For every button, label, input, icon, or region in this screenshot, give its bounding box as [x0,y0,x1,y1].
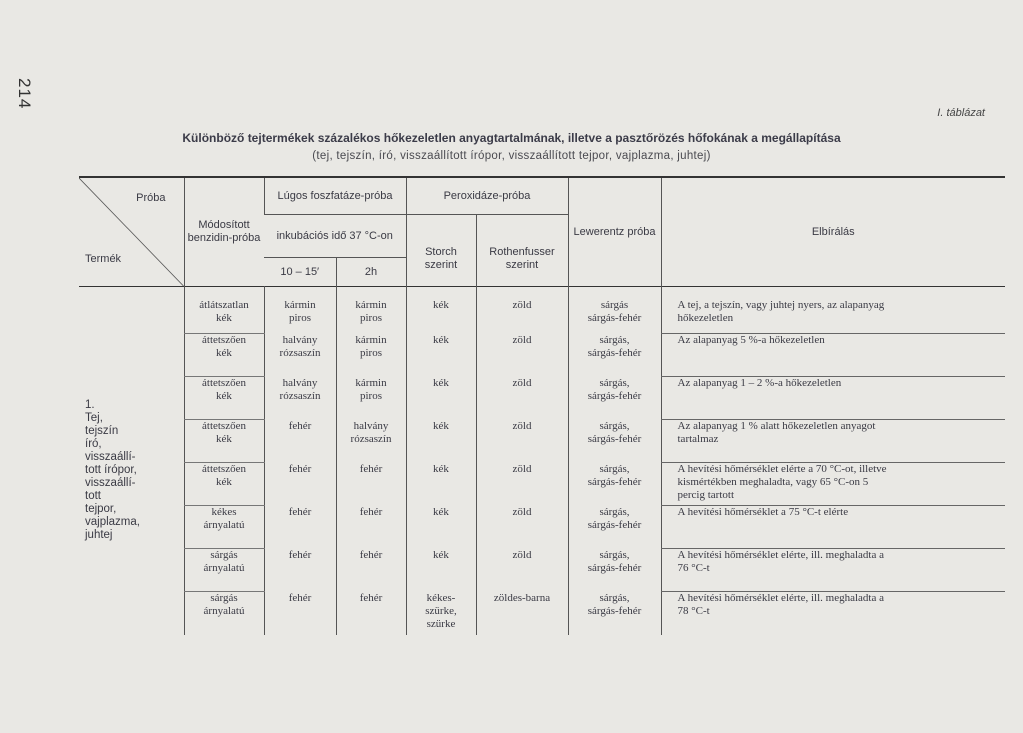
cell-lugos-2h: kármin piros [336,377,406,420]
header-time-1: 10 – 15′ [280,265,320,278]
cell-storch: kékes- szürke, szürke [406,592,476,635]
cell-rothenfusser: zöldes-barna [476,592,568,635]
cell-rothenfusser: zöld [476,287,568,334]
cell-benzidin: áttetszően kék [184,420,264,463]
table-title: Különböző tejtermékek százalékos hőkezeletlen anyagtartalmának, illetve a pasztőrözés hőfokának a megállapítása [182,131,841,145]
table-row [79,463,1005,506]
cell-lugos-2h: fehér [336,506,406,549]
table-label: I. táblázat [937,107,985,119]
cell-benzidin: sárgás árnyalatú [184,549,264,592]
results-table [79,176,1005,635]
cell-storch: kék [406,377,476,420]
cell-lugos-2h: kármin piros [336,334,406,377]
header-proba: Próba [136,192,166,204]
cell-lugos-2h: fehér [336,592,406,635]
header-proba-termek [79,177,184,287]
cell-lugos-2h: halvány rózsaszín [336,420,406,463]
cell-storch: kék [406,506,476,549]
header-time-2: 2h [336,258,406,287]
cell-storch: kék [406,420,476,463]
cell-lugos-10-15: halvány rózsaszín [264,377,336,420]
cell-benzidin: átlátszatlan kék [184,287,264,334]
table-row [79,334,1005,377]
cell-elbiralas: Az alapanyag 1 % alatt hőkezeletlen anyagot tartalmaz [661,420,1005,463]
cell-lugos-10-15: halvány rózsaszín [264,334,336,377]
table-subtitle: (tej, tejszín, író, visszaállított írópor, visszaállított tejpor, vajplazma, juhtej) [312,150,711,162]
table-row [79,592,1005,635]
cell-elbiralas: Az alapanyag 5 %-a hőkezeletlen [661,334,1005,377]
header-benzidin: Módosított benzidin-próba [184,177,264,287]
table-row [79,377,1005,420]
page-number: 214 [15,78,34,110]
cell-rothenfusser: zöld [476,506,568,549]
header-diagonal-line [79,178,184,286]
cell-lewerentz: sárgás, sárgás-fehér [568,420,661,463]
cell-benzidin: áttetszően kék [184,334,264,377]
header-termek: Termék [85,253,122,265]
cell-lewerentz: sárgás, sárgás-fehér [568,592,661,635]
cell-lewerentz: sárgás, sárgás-fehér [568,506,661,549]
cell-storch: kék [406,287,476,334]
header-inkubacios: inkubációs idő 37 °C-on [264,215,406,258]
cell-storch: kék [406,463,476,506]
termek-label: 1. Tej, tejszín író, visszaállí- tott írópor, visszaállí- tott tejpor, vajplazma, juhtej [85,399,140,541]
table-row [79,287,1005,334]
cell-lewerentz: sárgás, sárgás-fehér [568,463,661,506]
cell-rothenfusser: zöld [476,377,568,420]
cell-lewerentz: sárgás sárgás-fehér [568,287,661,334]
cell-elbiralas: A hevítési hőmérséklet elérte, ill. meghaladta a 76 °C-t [661,549,1005,592]
cell-lewerentz: sárgás, sárgás-fehér [568,377,661,420]
header-rothenfusser: Rothenfusser szerint [476,215,568,287]
termek-cell [79,287,184,635]
cell-storch: kék [406,549,476,592]
cell-lugos-2h: kármin piros [336,287,406,334]
header-storch: Storch szerint [406,215,476,287]
cell-rothenfusser: zöld [476,463,568,506]
cell-benzidin: áttetszően kék [184,377,264,420]
cell-lugos-10-15: fehér [264,463,336,506]
cell-lugos-10-15: fehér [264,592,336,635]
cell-benzidin: áttetszően kék [184,463,264,506]
header-elbiralas: Elbírálás [661,177,1005,287]
cell-rothenfusser: zöld [476,420,568,463]
cell-elbiralas: A tej, a tejszín, vagy juhtej nyers, az alapanyag hőkezeletlen [661,287,1005,334]
cell-rothenfusser: zöld [476,549,568,592]
table-row [79,506,1005,549]
table-row [79,420,1005,463]
header-lewerentz: Lewerentz próba [568,177,661,287]
cell-lugos-10-15: fehér [264,549,336,592]
cell-elbiralas: A hevítési hőmérséklet elérte, ill. meghaladta a 78 °C-t [661,592,1005,635]
table-body [79,287,1005,635]
cell-benzidin: sárgás árnyalatú [184,592,264,635]
cell-lugos-10-15: fehér [264,506,336,549]
cell-lugos-2h: fehér [336,549,406,592]
cell-lewerentz: sárgás, sárgás-fehér [568,334,661,377]
cell-elbiralas: A hevítési hőmérséklet elérte a 70 °C-ot, illetve kismértékben meghaladta, vagy 65 °C-on 5 percig tartott [661,463,1005,506]
table-row [79,549,1005,592]
cell-elbiralas: Az alapanyag 1 – 2 %-a hőkezeletlen [661,377,1005,420]
cell-elbiralas: A hevítési hőmérséklet a 75 °C-t elérte [661,506,1005,549]
cell-lewerentz: sárgás, sárgás-fehér [568,549,661,592]
cell-lugos-10-15: kármin piros [264,287,336,334]
cell-storch: kék [406,334,476,377]
cell-rothenfusser: zöld [476,334,568,377]
cell-lugos-10-15: fehér [264,420,336,463]
cell-lugos-2h: fehér [336,463,406,506]
header-peroxidaze: Peroxidáze-próba [406,177,568,215]
cell-benzidin: kékes árnyalatú [184,506,264,549]
header-lugos: Lúgos foszfatáze-próba [264,177,406,215]
